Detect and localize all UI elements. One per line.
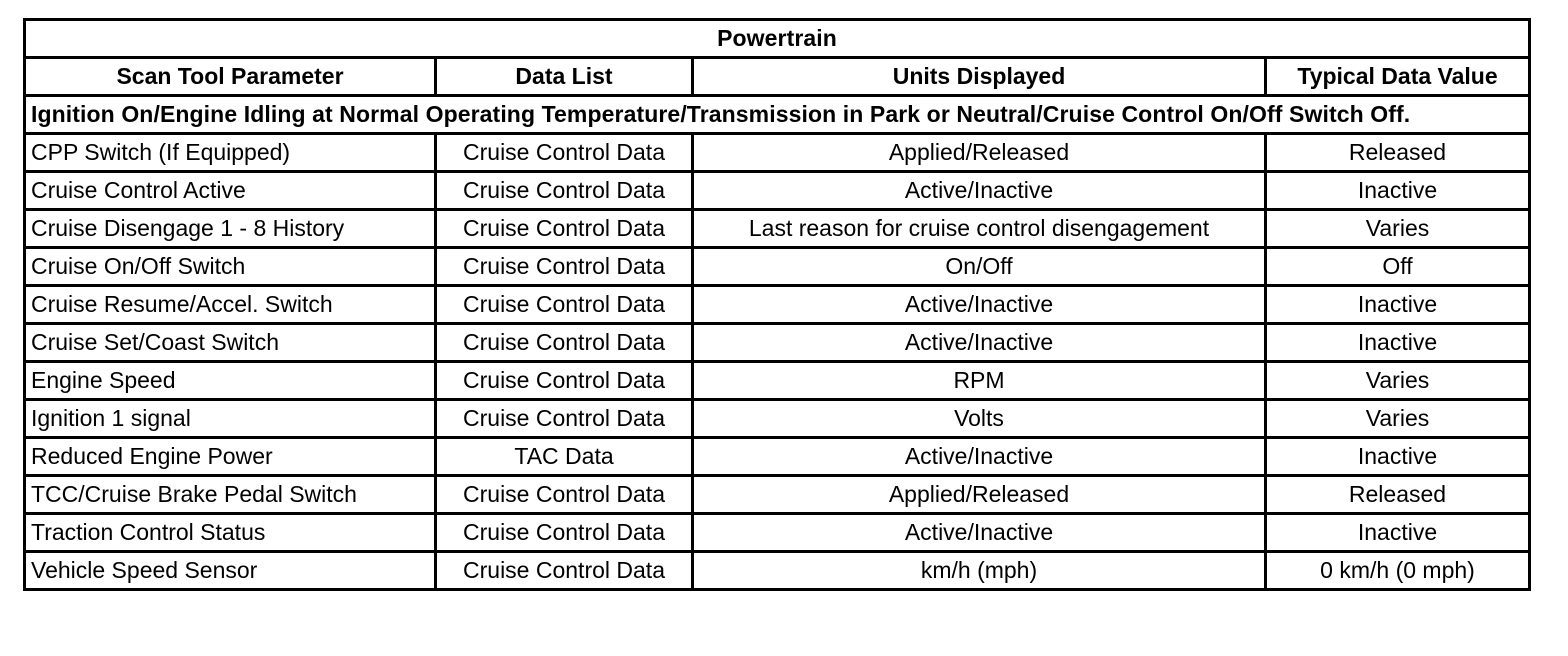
column-header-typical-value: Typical Data Value [1266,58,1530,96]
data-list-cell: Cruise Control Data [436,248,693,286]
parameter-cell: Vehicle Speed Sensor [25,552,436,590]
table-title-row [25,20,1530,58]
units-cell: Active/Inactive [693,324,1266,362]
units-cell: Active/Inactive [693,438,1266,476]
data-list-cell: TAC Data [436,438,693,476]
parameter-cell: Traction Control Status [25,514,436,552]
units-cell: On/Off [693,248,1266,286]
table-row [25,552,1530,590]
data-list-cell: Cruise Control Data [436,210,693,248]
column-header-units: Units Displayed [693,58,1266,96]
units-cell: Last reason for cruise control disengagement [693,210,1266,248]
table-body [25,134,1530,590]
typical-value-cell: Inactive [1266,514,1530,552]
column-header-row [25,58,1530,96]
data-list-cell: Cruise Control Data [436,476,693,514]
units-cell: Applied/Released [693,476,1266,514]
typical-value-cell: 0 km/h (0 mph) [1266,552,1530,590]
table-row [25,172,1530,210]
parameter-cell: Ignition 1 signal [25,400,436,438]
table-title: Powertrain [25,20,1530,58]
typical-value-cell: Inactive [1266,172,1530,210]
column-header-parameter: Scan Tool Parameter [25,58,436,96]
typical-value-cell: Released [1266,476,1530,514]
units-cell: Active/Inactive [693,172,1266,210]
parameter-cell: Cruise Set/Coast Switch [25,324,436,362]
units-cell: km/h (mph) [693,552,1266,590]
units-cell: Active/Inactive [693,286,1266,324]
table-row [25,248,1530,286]
typical-value-cell: Off [1266,248,1530,286]
units-cell: Volts [693,400,1266,438]
table-row [25,286,1530,324]
table-row [25,400,1530,438]
powertrain-data-table [23,18,1531,591]
typical-value-cell: Inactive [1266,324,1530,362]
typical-value-cell: Varies [1266,400,1530,438]
table-row [25,438,1530,476]
units-cell: RPM [693,362,1266,400]
data-list-cell: Cruise Control Data [436,514,693,552]
data-list-cell: Cruise Control Data [436,172,693,210]
typical-value-cell: Released [1266,134,1530,172]
parameter-cell: Cruise Control Active [25,172,436,210]
data-list-cell: Cruise Control Data [436,134,693,172]
table-row [25,476,1530,514]
parameter-cell: Cruise Disengage 1 - 8 History [25,210,436,248]
typical-value-cell: Varies [1266,362,1530,400]
parameter-cell: Engine Speed [25,362,436,400]
table-row [25,362,1530,400]
table-row [25,134,1530,172]
data-list-cell: Cruise Control Data [436,400,693,438]
parameter-cell: Cruise Resume/Accel. Switch [25,286,436,324]
parameter-cell: TCC/Cruise Brake Pedal Switch [25,476,436,514]
parameter-cell: Cruise On/Off Switch [25,248,436,286]
data-list-cell: Cruise Control Data [436,552,693,590]
typical-value-cell: Inactive [1266,286,1530,324]
data-list-cell: Cruise Control Data [436,324,693,362]
units-cell: Active/Inactive [693,514,1266,552]
table-row [25,210,1530,248]
typical-value-cell: Varies [1266,210,1530,248]
typical-value-cell: Inactive [1266,438,1530,476]
data-list-cell: Cruise Control Data [436,362,693,400]
parameter-cell: CPP Switch (If Equipped) [25,134,436,172]
operating-condition: Ignition On/Engine Idling at Normal Operating Temperature/Transmission in Park or Neutral/Cruise Control On/Off Switch Off. [25,96,1530,134]
column-header-data-list: Data List [436,58,693,96]
table-row [25,324,1530,362]
condition-row [25,96,1530,134]
units-cell: Applied/Released [693,134,1266,172]
parameter-cell: Reduced Engine Power [25,438,436,476]
table-row [25,514,1530,552]
data-list-cell: Cruise Control Data [436,286,693,324]
